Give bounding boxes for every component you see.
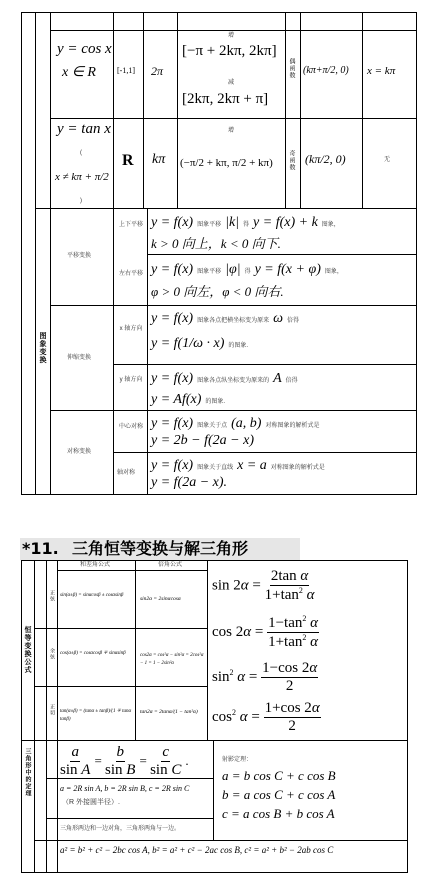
y-stretch-desc: y = f(x) 图象各点纵坐标变为原来的 A 倍得 (151, 371, 298, 386)
projection-title: 射影定理： (222, 757, 253, 763)
x-stretch-desc: y = f(x) 图象各点把横坐标变为原来 ω 倍得 (151, 311, 300, 326)
axis-sym-result: y = f(2a − x). (151, 475, 228, 490)
cos-inc-interval: [−π + 2kπ, 2kπ] (182, 43, 277, 59)
x-direction-label: x 轴方向 (119, 326, 143, 332)
tan-inc-interval: (−π/2 + kπ, π/2 + kπ) (180, 157, 273, 169)
tan-axis: 无 (384, 157, 391, 163)
center-symmetric-label: 中心对称 (118, 424, 143, 430)
double-tan-formula: tan2α = 2tanα/(1 − tan²α) (140, 709, 198, 715)
double-cos-formula: cos2α = cos²α − sin²α = 2cos²α − 1 = 1 − 2sin²α (140, 653, 204, 666)
center-sym-desc: y = f(x) 图象关于点 (a, b) 对称图象的解析式是 (151, 416, 320, 431)
symmetric-label: 对称变换 (67, 449, 92, 455)
row-label-sin: 正弦 (49, 590, 55, 602)
law-sines-note: （R 外接圆半径）. (62, 799, 120, 806)
cos-axis: x = kπ (367, 65, 396, 77)
law-of-cosines: a² = b² + c² − 2bc cos A, b² = a² + c² − 2ac cos B, c² = a² + b² − 2ab cos C (60, 845, 334, 855)
law-of-sines: $\frac{a}{\text{sin A}}$ = $\frac{b}{\text{sin B}}$ = $\frac{c}{\text{sin C}}$ . (60, 744, 189, 778)
center-sym-result: y = 2b − f(2a − x) (151, 433, 254, 448)
up-down-condition: k > 0 向上，k < 0 向下. (151, 236, 281, 251)
tan-domain: x ≠ kπ + π/2 (55, 171, 109, 183)
row-label-tan: 正切 (49, 704, 55, 716)
tan-center: (kπ/2, 0) (305, 152, 346, 166)
cos-period: 2π (151, 64, 164, 78)
bottom-table (0, 560, 429, 894)
double-sin-formula: sin2α = 2sinαcosα (140, 596, 181, 602)
cos-inc-label: 增 (228, 33, 235, 39)
tan-domain-close: ) (80, 198, 82, 204)
sum-tan-formula: tan(α±β) = (tanα ± tanβ)/(1 ∓ tanα tanβ) (60, 709, 132, 722)
left-right-label: 左右平移 (118, 271, 143, 277)
y-stretch-result: y = Af(x) 的图象. (151, 392, 226, 407)
stretch-label: 伸缩变换 (67, 355, 92, 361)
section-heading (20, 538, 300, 560)
header-double-angle: 倍角公式 (158, 562, 183, 568)
up-down-desc: y = f(x) 图象平移 |k| 得 y = f(x) + k 图象， (151, 215, 340, 230)
left-right-desc: y = f(x) 图象平移 |φ| 得 y = f(x + φ) 图象， (151, 262, 343, 277)
section-title: 三角恒等变换与解三角形 (72, 539, 249, 558)
tan-range: R (122, 152, 134, 169)
axis-sym-desc: y = f(x) 图象关于直线 x = a 对称图象的解析式是 (151, 458, 325, 473)
law-sines-2r: a = 2R sin A, b = 2R sin B, c = 2R sin C (60, 784, 190, 793)
tan-parity: 奇函数 (288, 150, 294, 171)
sum-cos-formula: cos(α±β) = cosαcosβ ∓ sinαsinβ (60, 651, 126, 656)
cos-dec-label: 减 (228, 80, 235, 86)
left-right-condition: φ > 0 向左，φ < 0 向右. (151, 284, 284, 299)
header-sum-diff: 和差角公式 (80, 562, 111, 568)
transform-group-label: 图象变换 (39, 332, 46, 364)
formula-cos-sq: $\cos^2 \alpha$ = $\frac{1+\cos 2\alpha}{2}$ (212, 700, 320, 734)
row-label-cos: 余弦 (49, 648, 55, 660)
y-direction-label: y 轴方向 (119, 377, 143, 383)
projection-b: b = a cos C + c cos A (222, 787, 336, 802)
cos-parity: 偶函数 (288, 58, 294, 79)
formula-cos2a: cos 2α = $\frac{1-\tan^2 \alpha}{1+\tan^2 \alpha}$ (212, 614, 319, 650)
section-number: *11. (22, 539, 59, 558)
cos-dec-interval: [2kπ, 2kπ + π] (182, 91, 269, 107)
axis-symmetric-label: 轴对称 (117, 470, 136, 476)
law-sines-usage: 三角形两边和一边对角，三角形两角与一边。 (60, 826, 181, 832)
translate-label: 平移变换 (67, 253, 92, 259)
up-down-label: 上下平移 (118, 222, 143, 228)
tan-function: y = tan x (57, 121, 111, 137)
cos-domain: x ∈ R (62, 65, 96, 80)
projection-c: c = a cos B + b cos A (222, 806, 335, 821)
formula-sin-sq: $\sin^2 \alpha$ = $\frac{1-\cos 2\alpha}{2}$ (212, 660, 318, 694)
x-stretch-result: y = f(1/ω · x) 的图象. (151, 336, 249, 351)
tan-inc-label: 增 (228, 128, 235, 134)
tan-domain-open: ( (80, 150, 82, 156)
projection-a: a = b cos C + c cos B (222, 768, 336, 783)
triangle-group-label: 三角形中的定理 (24, 748, 30, 797)
formula-sin2a: sin 2α = $\frac{\text{2tan α}}{1+\tan^2 \alpha}$ (212, 568, 315, 603)
sum-sin-formula: sin(α±β) = sinαcosβ ± cosαsinβ (60, 593, 124, 598)
identity-group-label: 恒等变换公式 (24, 626, 31, 674)
cos-center: (kπ+π/2, 0) (303, 65, 349, 76)
cos-function: y = cos x (57, 41, 112, 57)
cos-range: [-1,1] (117, 66, 135, 75)
tan-period: kπ (152, 152, 166, 167)
